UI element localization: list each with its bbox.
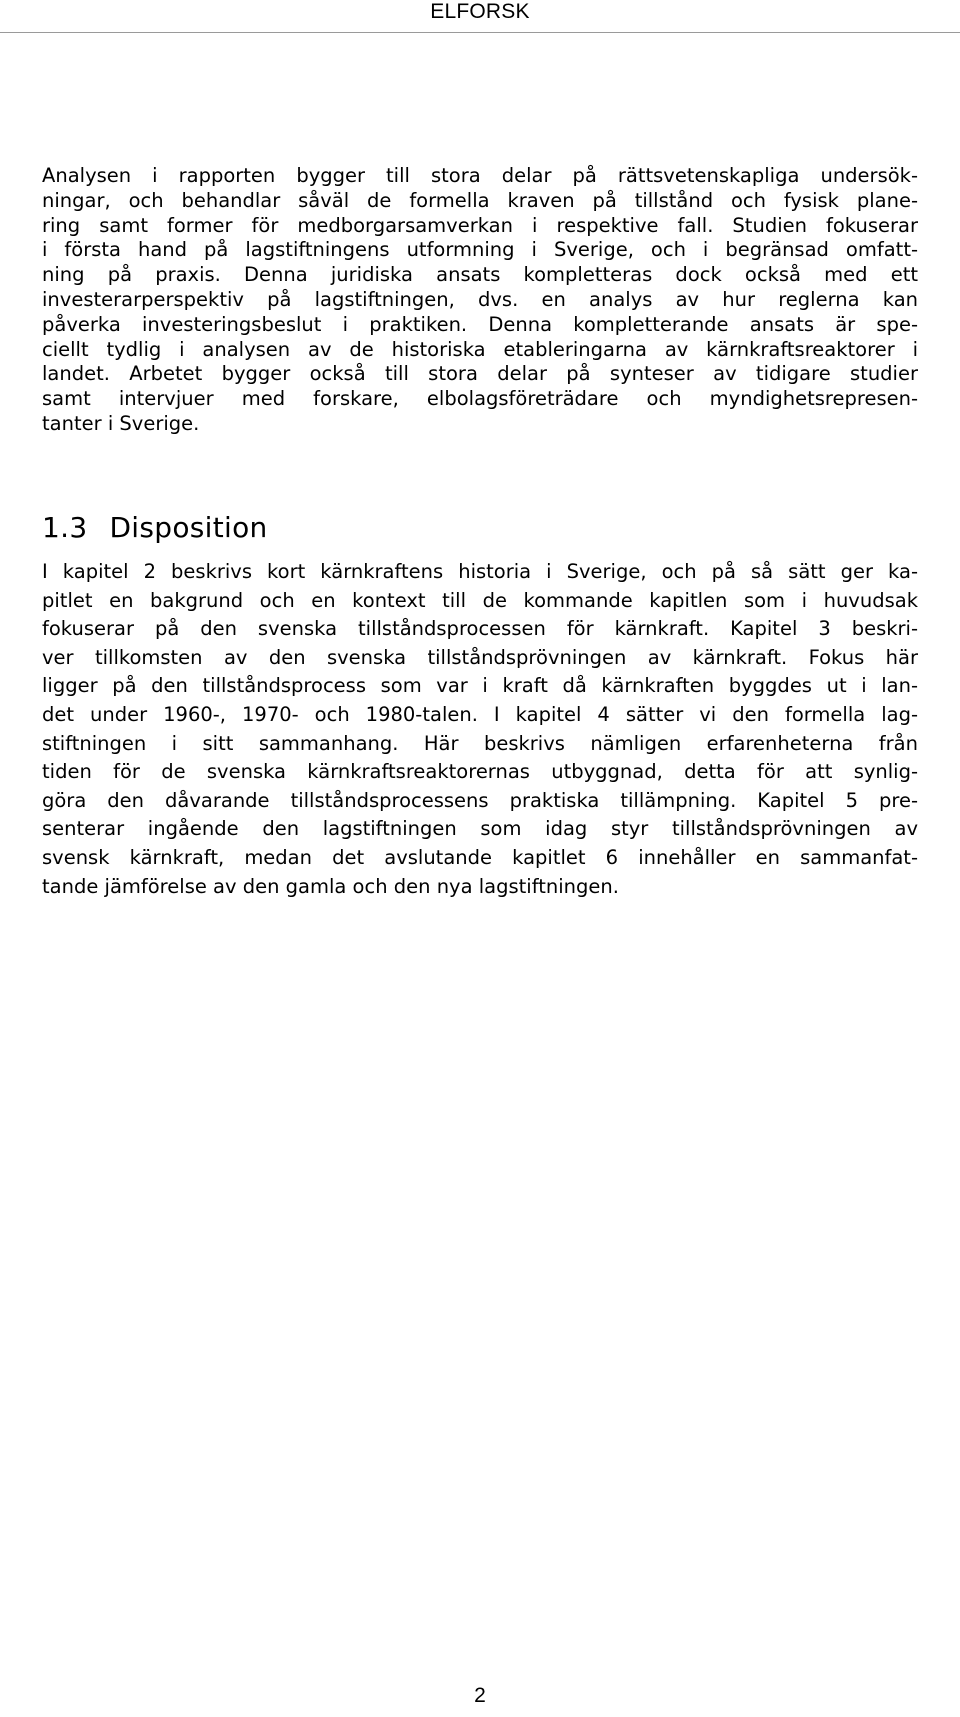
- intro-line: samt intervjuer med forskare, elbolagsföreträdare och myndighetsrepresen-: [42, 387, 918, 411]
- disposition-line: senterar ingående den lagstiftningen som idag styr tillståndsprövningen av: [42, 817, 918, 841]
- disposition-line: det under 1960-, 1970- och 1980-talen. I kapitel 4 sätter vi den formella lag-: [42, 702, 918, 726]
- disposition-line: stiftningen i sitt sammanhang. Här beskrivs nämligen erfarenheterna från: [42, 731, 918, 755]
- disposition-line: ligger på den tillståndsprocess som var i kraft då kärnkraften byggdes ut i lan-: [42, 674, 918, 698]
- header-divider: [0, 32, 960, 33]
- intro-line: påverka investeringsbeslut i praktiken. Denna kompletterande ansats är spe-: [42, 312, 918, 336]
- intro-line: landet. Arbetet bygger också till stora delar på synteser av tidigare studier: [42, 362, 918, 386]
- intro-line: Analysen i rapporten bygger till stora delar på rättsvetenskapliga undersök-: [42, 164, 918, 187]
- section-number: 1.3: [42, 511, 88, 544]
- intro-line: ningar, och behandlar såväl de formella kraven på tillstånd och fysisk plane-: [42, 188, 918, 212]
- intro-line: ring samt former för medborgarsamverkan i respektive fall. Studien fokuserar: [42, 213, 918, 237]
- disposition-paragraph: [42, 558, 918, 901]
- page-number: 2: [474, 1684, 486, 1707]
- disposition-line: tande jämförelse av den gamla och den nya lagstiftningen.: [42, 874, 619, 898]
- intro-line: ciellt tydlig i analysen av de historiska etableringarna av kärnkraftsreaktorer i: [42, 337, 918, 361]
- disposition-line: pitlet en bakgrund och en kontext till de kommande kapitlen som i huvudsak: [42, 588, 918, 612]
- intro-line: tanter i Sverige.: [42, 411, 200, 435]
- disposition-line: fokuserar på den svenska tillståndsprocessen för kärnkraft. Kapitel 3 beskri-: [42, 617, 918, 641]
- disposition-line: tiden för de svenska kärnkraftsreaktorernas utbyggnad, detta för att synlig-: [42, 760, 918, 784]
- disposition-line: göra den dåvarande tillståndsprocessens praktiska tillämpning. Kapitel 5 pre-: [42, 788, 918, 812]
- section-heading: [42, 510, 268, 546]
- intro-line: ning på praxis. Denna juridiska ansats kompletteras dock också med ett: [42, 263, 918, 287]
- intro-paragraph: [42, 164, 918, 437]
- header-title: ELFORSK: [430, 0, 530, 23]
- page-header: [0, 0, 960, 40]
- intro-section: [42, 164, 918, 437]
- section-title: Disposition: [109, 511, 268, 544]
- disposition-section: [42, 558, 918, 901]
- disposition-line: ver tillkomsten av den svenska tillståndsprövningen av kärnkraft. Fokus här: [42, 645, 918, 669]
- disposition-line: I kapitel 2 beskrivs kort kärnkraftens historia i Sverige, och på så sätt ger ka-: [42, 560, 918, 583]
- intro-line: i första hand på lagstiftningens utformning i Sverige, och i begränsad omfatt-: [42, 238, 918, 262]
- intro-line: investerarperspektiv på lagstiftningen, dvs. en analys av hur reglerna kan: [42, 287, 918, 311]
- disposition-line: svensk kärnkraft, medan det avslutande kapitlet 6 innehåller en sammanfat-: [42, 845, 918, 869]
